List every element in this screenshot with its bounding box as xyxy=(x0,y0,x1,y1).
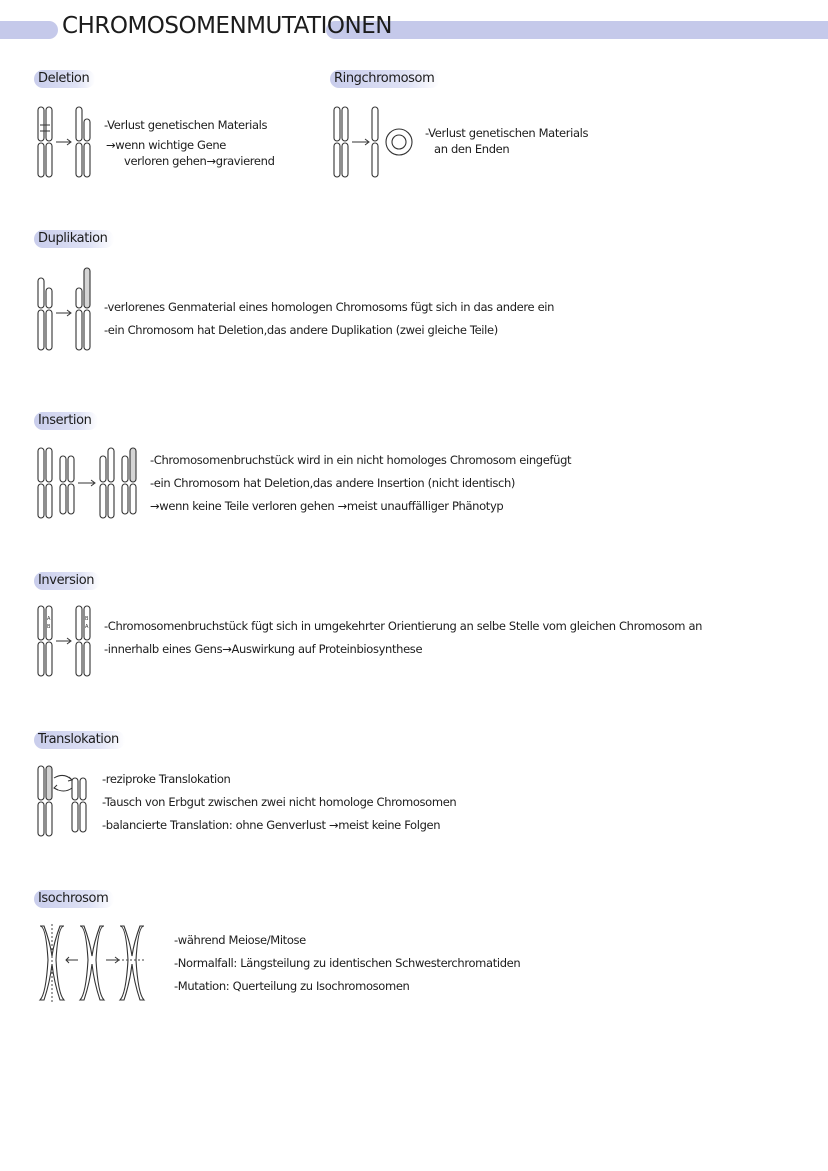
chromosome-pair-left xyxy=(38,606,52,676)
note: -während Meiose/Mitose xyxy=(174,933,306,947)
note: -Chromosomenbruchstück fügt sich in umgekehrter Orientierung an selbe Stelle vom gleichen Chromosom an xyxy=(104,619,703,633)
note: verloren gehen→gravierend xyxy=(124,154,275,168)
chromosome-pair-left xyxy=(38,766,52,836)
duplication-diagram xyxy=(34,266,100,354)
arrow-icon xyxy=(352,139,369,145)
note: -Verlust genetischen Materials xyxy=(104,118,268,132)
heading-insertion: Insertion xyxy=(34,412,98,430)
heading-duplikation: Duplikation xyxy=(34,230,114,248)
note: -balancierte Translation: ohne Genverlust →meist keine Folgen xyxy=(102,818,441,832)
chromosome-pair-left xyxy=(38,278,52,350)
title-bar-right xyxy=(326,21,828,39)
heading-isochrosom: Isochrosom xyxy=(34,890,114,908)
note: →wenn keine Teile verloren gehen →meist unauffälliger Phänotyp xyxy=(150,499,504,513)
inversion-diagram xyxy=(34,604,100,680)
arrow-icon xyxy=(56,139,71,145)
chromosome-pair-left xyxy=(38,107,52,177)
chromosome-pairs-right xyxy=(100,448,136,518)
notes-deletion xyxy=(104,114,275,169)
note: -Tausch von Erbgut zwischen zwei nicht homologe Chromosomen xyxy=(102,795,457,809)
svg-text:B: B xyxy=(47,624,51,630)
note: an den Enden xyxy=(434,142,510,156)
notes-insertion xyxy=(150,449,571,518)
note: -reziproke Translokation xyxy=(102,772,231,786)
x-chromosome-2 xyxy=(80,926,104,1000)
insertion-diagram xyxy=(34,446,146,522)
x-chromosome-1 xyxy=(40,924,64,1002)
ring-diagram xyxy=(330,105,420,181)
page-title: CHROMOSOMENMUTATIONEN xyxy=(62,13,392,39)
heading-translokation: Translokation xyxy=(34,731,125,749)
note: -verlorenes Genmaterial eines homologen Chromosoms fügt sich in das andere ein xyxy=(104,300,555,314)
svg-text:B: B xyxy=(85,616,89,622)
note: →wenn wichtige Gene xyxy=(106,138,226,152)
deletion-diagram xyxy=(34,105,100,181)
notes-duplikation xyxy=(104,296,554,342)
notes-translokation xyxy=(102,768,456,837)
svg-text:A: A xyxy=(47,616,51,622)
arrow-icon xyxy=(78,480,95,486)
heading-deletion: Deletion xyxy=(34,70,95,88)
arrow-icon xyxy=(56,310,71,316)
chromosome-single xyxy=(372,107,378,177)
chromosome-pair-right xyxy=(76,107,90,177)
note: -ein Chromosom hat Deletion,das andere Insertion (nicht identisch) xyxy=(150,476,516,490)
notes-isochrosom xyxy=(174,929,520,998)
chromosome-pair-right xyxy=(72,778,86,832)
chromosome-pair xyxy=(334,107,348,177)
chromosome-pairs-left xyxy=(38,448,74,518)
note: -Mutation: Querteilung zu Isochromosomen xyxy=(174,979,410,993)
swap-arrow-icon xyxy=(54,775,72,791)
chromosome-pair-right xyxy=(76,606,90,676)
note: -Chromosomenbruchstück wird in ein nicht homologes Chromosom eingefügt xyxy=(150,453,572,467)
notes-inversion xyxy=(104,615,702,661)
translocation-diagram xyxy=(34,764,94,840)
x-chromosome-3 xyxy=(118,926,146,1000)
note: -ein Chromosom hat Deletion,das andere Duplikation (zwei gleiche Teile) xyxy=(104,323,498,337)
title-bar-left xyxy=(0,21,58,39)
note: -Verlust genetischen Materials xyxy=(425,126,589,140)
notes-ringchromosom xyxy=(425,122,588,157)
arrow-icon xyxy=(56,638,71,644)
svg-text:A: A xyxy=(85,624,89,630)
heading-ringchromosom: Ringchromosom xyxy=(330,70,440,88)
ring-chromosome xyxy=(386,129,412,155)
heading-inversion: Inversion xyxy=(34,572,100,590)
chromosome-pair-right xyxy=(76,268,90,350)
arrow-icon xyxy=(106,957,119,963)
arrow-icon xyxy=(66,957,78,963)
note: -Normalfall: Längsteilung zu identischen Schwesterchromatiden xyxy=(174,956,521,970)
note: -innerhalb eines Gens→Auswirkung auf Proteinbiosynthese xyxy=(104,642,423,656)
isochromosome-diagram xyxy=(34,922,154,1006)
